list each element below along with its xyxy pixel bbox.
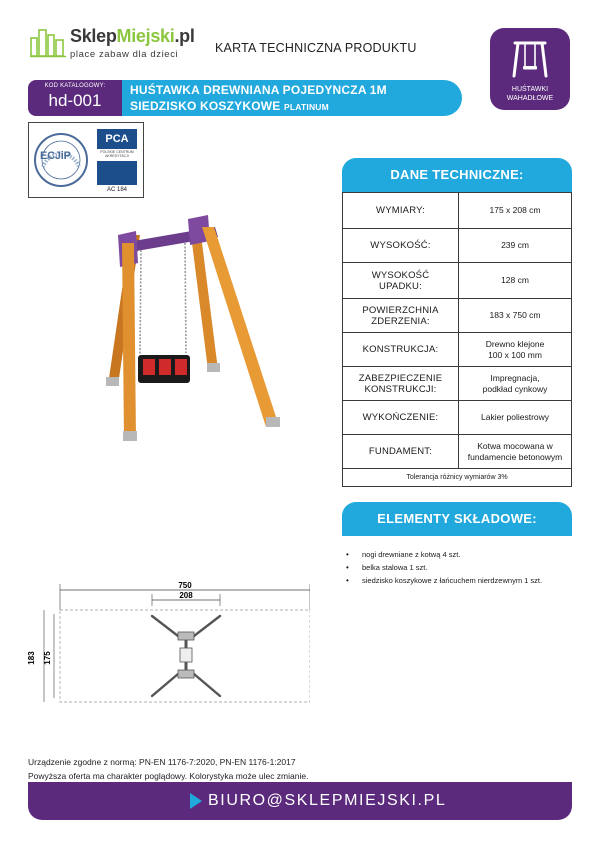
product-name-line2: SIEDZISKO KOSZYKOWE PLATINUM (130, 99, 329, 113)
basket-seat (138, 355, 190, 383)
spec-key: WYMIARY: (343, 193, 459, 229)
product-illustration (40, 205, 310, 450)
front-right-leg (202, 227, 278, 427)
elements-list (342, 548, 592, 587)
document-title: KARTA TECHNICZNA PRODUKTU (215, 41, 417, 55)
swing-frame-icon (512, 38, 548, 78)
disclaimer: Powyższa oferta ma charakter poglądowy. Kolorystyka może ulec zmianie. (28, 771, 309, 781)
pca-logo: PCA (97, 129, 137, 149)
pca-subtitle: POLSKIE CENTRUM AKREDYTACJI (100, 150, 134, 158)
certificates-box (28, 122, 144, 198)
ecjip-label: ECJiP (40, 150, 71, 162)
city-buildings-icon (30, 26, 66, 58)
spec-key: FUNDAMENT: (343, 435, 459, 469)
dim-frame-length: 208 (179, 591, 193, 600)
list-item: • belka stalowa 1 szt. (342, 561, 592, 574)
product-name-line1: HUŚTAWKA DREWNIANA POJEDYNCZA 1M (130, 83, 387, 97)
table-row (343, 299, 572, 333)
spec-key: WYKOŃCZENIE: (343, 401, 459, 435)
tech-data-title: DANE TECHNICZNE: (342, 158, 572, 192)
spec-key: ZABEZPIECZENIE KONSTRUKCJI: (343, 367, 459, 401)
spec-key: KONSTRUKCJA: (343, 333, 459, 367)
chain-left (140, 250, 141, 355)
anchor-front-right (266, 417, 280, 427)
email-link[interactable]: BIURO@SKLEPMIEJSKI.PL (208, 792, 447, 809)
spec-key: WYSOKOŚĆ: (343, 229, 459, 263)
table-row (343, 193, 572, 229)
table-row (343, 333, 572, 367)
tech-data-table (342, 192, 572, 487)
spec-value: Impregnacja, podkład cynkowy (459, 367, 572, 401)
table-row (343, 469, 572, 487)
brand-logo[interactable] (30, 22, 200, 64)
product-name-bar (122, 80, 462, 116)
norm-compliance: Urządzenie zgodne z normą: PN-EN 1176-7:2020, PN-EN 1176-1:2017 (28, 757, 296, 767)
catalog-code-label: KOD KATALOGOWY: (44, 83, 106, 89)
table-row (343, 401, 572, 435)
front-left-leg (122, 243, 136, 440)
anchor-front-left (123, 431, 137, 441)
list-item: • siedzisko koszykowe z łańcuchem nierdzewnym 1 szt. (342, 574, 592, 587)
catalog-code: hd-001 (48, 91, 102, 110)
chain-right (185, 243, 186, 353)
table-row (343, 435, 572, 469)
table-row (343, 263, 572, 299)
table-row (343, 229, 572, 263)
spec-value: Kotwa mocowana w fundamencie betonowym (459, 435, 572, 469)
spec-value: 175 x 208 cm (459, 193, 572, 229)
spec-key: WYSOKOŚĆ UPADKU: (343, 263, 459, 299)
dim-frame-width: 175 (43, 651, 52, 665)
play-arrow-icon (190, 793, 202, 809)
spec-value: 128 cm (459, 263, 572, 299)
list-item: • nogi drewniane z kotwą 4 szt. (342, 548, 592, 561)
spec-key: POWIERZCHNIA ZDERZENIA: (343, 299, 459, 333)
accreditation-number: AC 184 (106, 187, 127, 193)
spec-value: 183 x 750 cm (459, 299, 572, 333)
category-badge[interactable] (490, 28, 570, 110)
email-bar[interactable] (28, 782, 572, 820)
pca-certification-mark (97, 161, 137, 185)
dim-total-width: 183 (27, 651, 36, 665)
brand-name: SklepMiejski.pl (70, 26, 195, 46)
brand-tagline: place zabaw dla dzieci (70, 49, 179, 60)
anchor-back-right (207, 363, 220, 372)
catalog-code-box (28, 80, 122, 116)
spec-value: 239 cm (459, 229, 572, 263)
spec-value: Drewno klejone 100 x 100 mm (459, 333, 572, 367)
spec-value: Lakier poliestrowy (459, 401, 572, 435)
dim-total-length: 750 (178, 581, 192, 590)
table-row (343, 367, 572, 401)
elements-title: ELEMENTY SKŁADOWE: (342, 502, 572, 536)
tolerance-note: Tolerancja różnicy wymiarów 3% (343, 469, 572, 487)
anchor-back-left (106, 377, 119, 386)
category-label: HUŚTAWKI WAHADŁOWE (506, 86, 554, 102)
plan-drawing (20, 576, 310, 706)
